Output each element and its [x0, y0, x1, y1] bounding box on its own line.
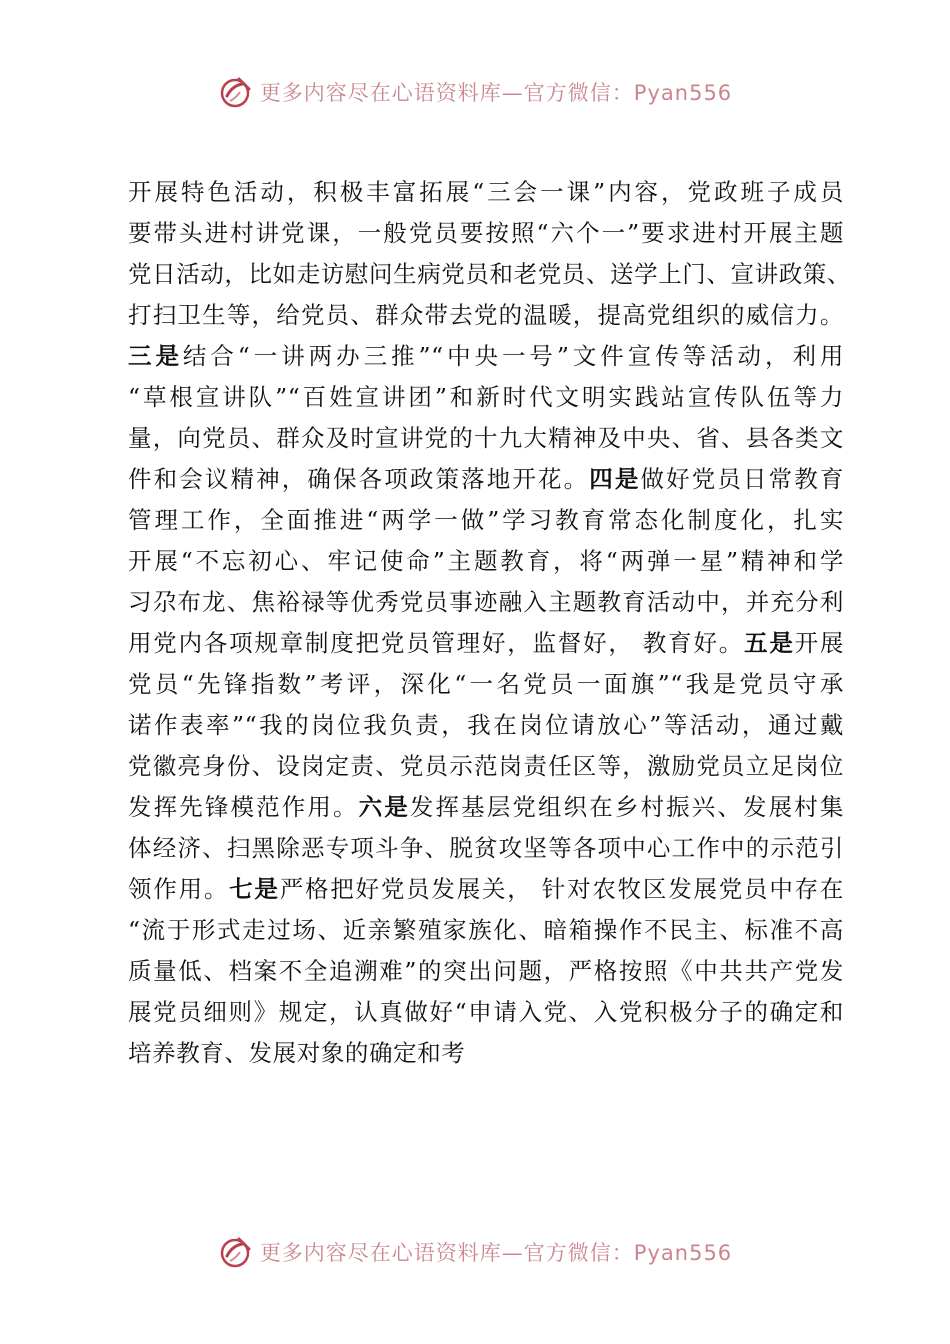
- header-watermark: [0, 72, 950, 112]
- text-line: 培养教育、发展对象的确定和考: [128, 1039, 466, 1067]
- text-line: 展党员细则》规定，认真做好“申请入党、入党积极分子的确定和: [128, 998, 844, 1026]
- text-segment: 发挥基层党组织在乡村振兴、发展村集: [409, 793, 845, 821]
- point-six-label: 六是: [358, 793, 410, 821]
- library-logo-icon: [218, 1234, 254, 1270]
- point-five-label: 五是: [744, 629, 795, 657]
- text-line: [128, 459, 844, 500]
- text-line: 量，向党员、群众及时宣讲党的十九大精神及中央、省、县各类文: [128, 424, 844, 452]
- text-line: 开展“不忘初心、牢记使命”主题教育，将“两弹一星”精神和学: [128, 547, 844, 575]
- text-line: 党员“先锋指数”考评，深化“一名党员一面旗”“我是党员守承: [128, 670, 844, 698]
- point-three-label: 三是: [128, 342, 183, 370]
- text-line: 要带头进村讲党课，一般党员要按照“六个一”要求进村开展主题: [128, 219, 844, 247]
- text-line: 质量低、档案不全追溯难”的突出问题，严格按照《中共共产党发: [128, 957, 844, 985]
- text-line: “草根宣讲队”“百姓宣讲团”和新时代文明实践站宣传队伍等力: [128, 383, 844, 411]
- document-body: [128, 172, 851, 1074]
- watermark-text: 更多内容尽在心语资料库—官方微信：Pyan556: [259, 1241, 733, 1265]
- text-line: [128, 869, 844, 910]
- text-line: 诺作表率”“我的岗位我负责，我在岗位请放心”等活动，通过戴: [128, 711, 844, 739]
- text-segment: 用党内各项规章制度把党员管理好，监督好， 教育好。: [128, 629, 745, 657]
- text-line: 开展特色活动，积极丰富拓展“三会一课”内容，党政班子成员: [128, 178, 844, 206]
- text-line: 体经济、扫黑除恶专项斗争、脱贫攻坚等各项中心工作中的示范引: [128, 834, 844, 862]
- text-line: 管理工作，全面推进“两学一做”学习教育常态化制度化，扎实: [128, 506, 844, 534]
- text-segment: 发挥先锋模范作用。: [128, 793, 359, 821]
- text-segment: 件和会议精神，确保各项政策落地开花。: [128, 465, 590, 493]
- text-segment: 领作用。: [128, 875, 230, 903]
- text-segment: 开展: [794, 629, 844, 657]
- text-segment: 做好党员日常教育: [640, 465, 844, 493]
- text-line: 党日活动，比如走访慰问生病党员和老党员、送学上门、宣讲政策、: [128, 260, 851, 288]
- text-line: [128, 623, 844, 664]
- text-line: 习尕布龙、焦裕禄等优秀党员事迹融入主题教育活动中，并充分利: [128, 588, 844, 616]
- text-line: 党徽亮身份、设岗定责、党员示范岗责任区等，激励党员立足岗位: [128, 752, 844, 780]
- text-segment: 结合“一讲两办三推”“中央一号”文件宣传等活动，利用: [182, 342, 844, 370]
- point-four-label: 四是: [589, 465, 641, 493]
- library-logo-icon: [218, 74, 254, 110]
- text-line: 打扫卫生等，给党员、群众带去党的温暖，提高党组织的威信力。: [128, 301, 844, 329]
- watermark-text: 更多内容尽在心语资料库—官方微信：Pyan556: [259, 81, 733, 105]
- text-segment: 严格把好党员发展关， 针对农牧区发展党员中存在: [279, 875, 845, 903]
- text-line: [128, 336, 844, 377]
- text-line: [128, 787, 844, 828]
- footer-watermark: [0, 1232, 950, 1272]
- text-line: “流于形式走过场、近亲繁殖家族化、暗箱操作不民主、标准不高: [128, 916, 844, 944]
- point-seven-label: 七是: [229, 875, 280, 903]
